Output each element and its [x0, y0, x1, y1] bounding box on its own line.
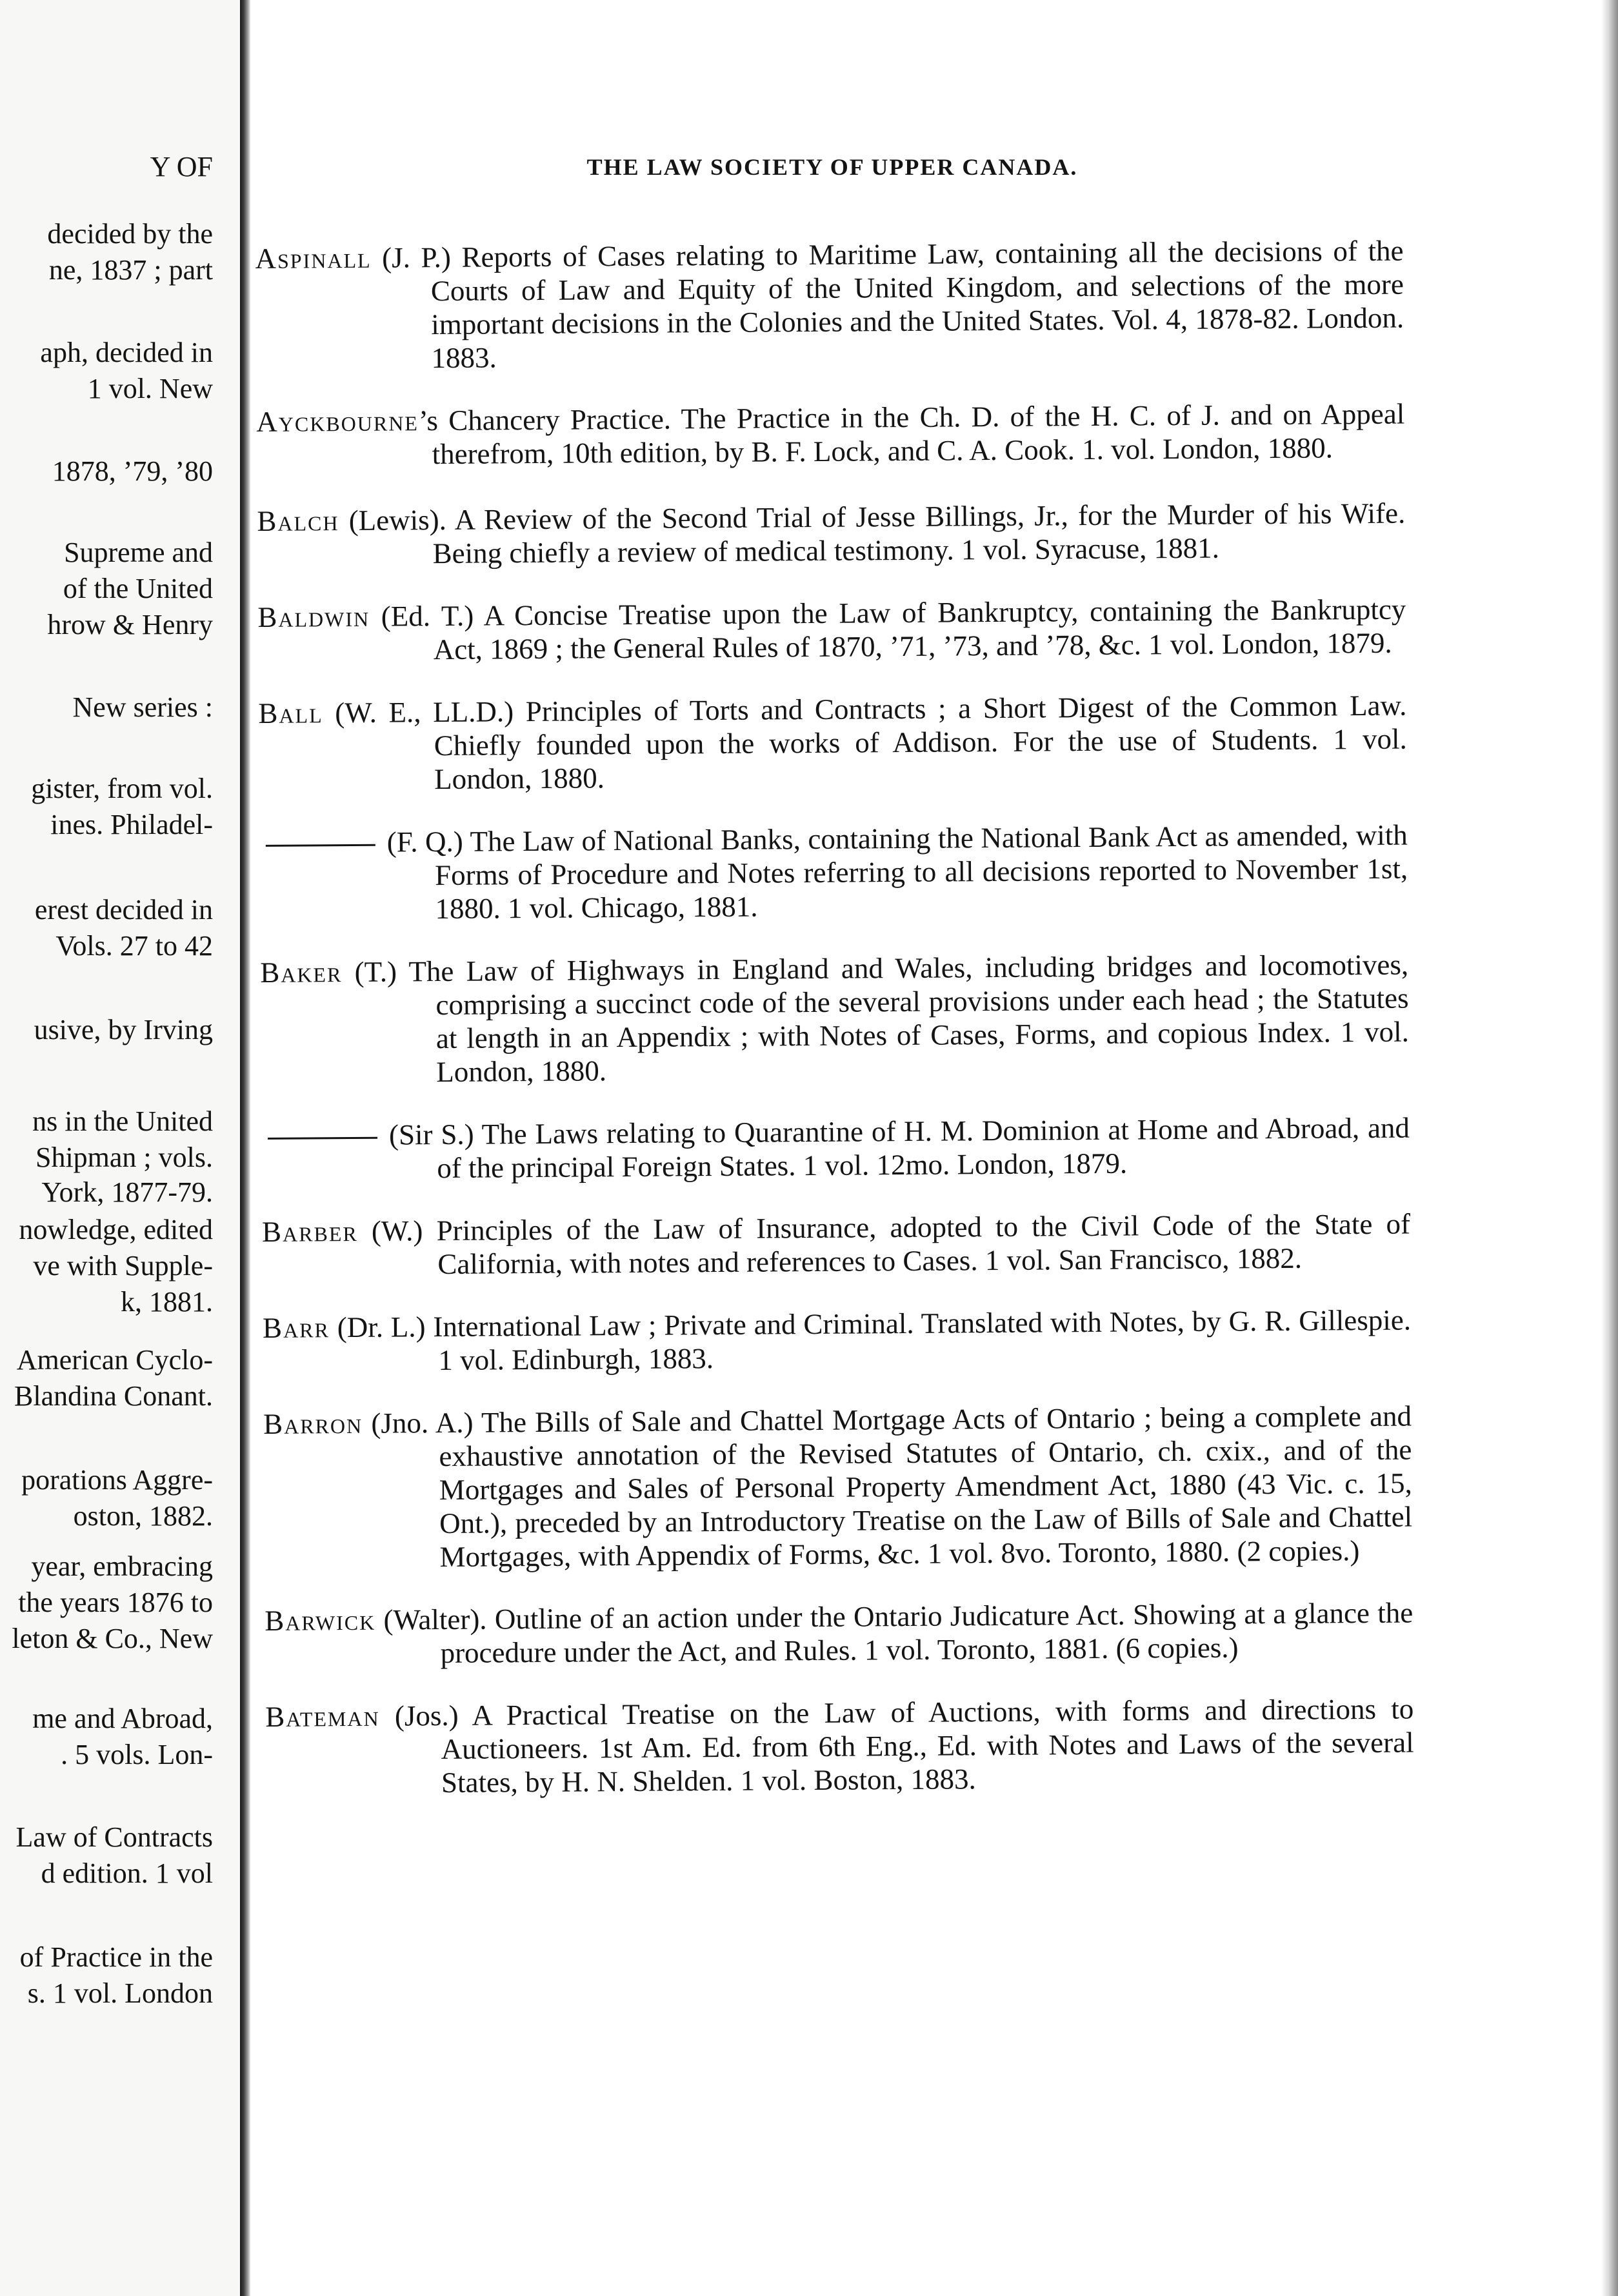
entry-author: Baker — [260, 956, 343, 989]
left-page-line: hrow & Henry — [47, 609, 213, 640]
entry-author-qualifier: (J. P.) — [371, 241, 452, 274]
entry-author-qualifier: (Walter). — [375, 1603, 487, 1636]
entry-description: Principles of the Law of Insurance, adopted to the Civil Code of the State of California, with notes and references to Cases. 1 vol. San Francisco, 1882. — [436, 1207, 1411, 1281]
left-page-line: ines. Philadel- — [50, 809, 213, 840]
catalogue-entry — [257, 593, 1406, 668]
catalogue-entry — [257, 497, 1406, 571]
left-page-line: Supreme and — [64, 537, 213, 568]
left-page-line: Law of Contracts — [15, 1821, 213, 1853]
left-page-line: New series : — [72, 691, 213, 723]
left-page-fragment — [0, 0, 240, 2296]
entry-description: Reports of Cases relating to Maritime Law, containing all the decisions of the Courts of Law and Equity of the United Kingdom, and selections of the more important decisions in the Colonies and the United States. Vol. 4, 1878-82. London. 1883. — [430, 234, 1404, 375]
entry-author: Bateman — [265, 1699, 380, 1733]
entry-author-qualifier: (F. Q.) — [386, 825, 463, 858]
entry-description: The Law of Highways in England and Wales, including bridges and locomotives, comprising a succinct code of the several provisions under each head ; the Statutes at length in an Appendix ; with Notes of Cases, Forms, and copious Index. 1 vol. London, 1880. — [408, 948, 1410, 1089]
entry-description: Outline of an action under the Ontario Judicature Act. Showing at a glance the procedure under the Act, and Rules. 1 vol. Toronto, 1881. (6 copies.) — [440, 1596, 1413, 1670]
ditto-dash — [268, 1137, 377, 1140]
catalogue-entry — [265, 1596, 1413, 1671]
left-page-line: erest decided in — [34, 894, 213, 925]
left-page-line: decided by the — [47, 218, 213, 250]
left-page-line: Y OF — [150, 151, 213, 183]
left-page-line: . 5 vols. Lon- — [61, 1739, 213, 1770]
entry-description: The Bills of Sale and Chattel Mortgage Acts of Ontario ; being a complete and exhaustive annotation of the Revised Statutes of Ontario, ch. cxix., and of the Mortgages and Sales of Personal Property Amendment Act, 1880 (43 Vic. c. 15, Ont.), preceded by an Introductory Treatise on the Law of Bills of Sale and Chattel Mortgages, with Appendix of Forms, &c. 1 vol. 8vo. Toronto, 1880. (2 copies.) — [439, 1400, 1413, 1574]
left-page-line: of Practice in the — [19, 1941, 213, 1973]
catalogue-entry — [262, 1207, 1411, 1282]
entry-author-qualifier: ’s — [418, 404, 439, 437]
catalogue-entry — [263, 1303, 1412, 1378]
ditto-dash — [266, 844, 375, 847]
entry-author-qualifier: (Sir S.) — [388, 1118, 474, 1151]
left-page-line: d edition. 1 vol — [41, 1857, 213, 1889]
entry-description: The Laws relating to Quarantine of H. M. Dominion at Home and Abroad, and of the principal Foreign States. 1 vol. 12mo. London, 1879. — [437, 1111, 1410, 1185]
left-page-line: Blandina Conant. — [14, 1380, 213, 1412]
catalogue-entry — [263, 1400, 1413, 1575]
left-page-line: nowledge, edited — [19, 1214, 213, 1245]
entry-description: Chancery Practice. The Practice in the Ch. D. of the H. C. of J. and on Appeal therefrom, 10th edition, by B. F. Lock, and C. A. Cook. 1. vol. London, 1880. — [432, 397, 1405, 471]
left-page-line: usive, by Irving — [34, 1014, 213, 1045]
left-page-line: 1 vol. New — [87, 373, 213, 404]
entry-author: Barwick — [265, 1603, 376, 1637]
page-edge-shadow — [1601, 0, 1618, 2296]
left-page-line: 1878, ’79, ’80 — [52, 455, 213, 487]
left-page-line: ns in the United — [32, 1105, 213, 1137]
running-head: THE LAW SOCIETY OF UPPER CANADA. — [586, 154, 1078, 180]
entry-author-qualifier: (W. E., LL.D.) — [323, 695, 514, 729]
entry-author-qualifier: (Jos.) — [379, 1699, 459, 1732]
left-page-line: leton & Co., New — [12, 1623, 213, 1654]
catalogue-entry — [255, 234, 1404, 376]
entry-author: Barber — [261, 1214, 358, 1248]
entry-description: Principles of Torts and Contracts ; a Short Digest of the Common Law. Chiefly founded upon the works of Addison. For the use of Students. 1 vol. London, 1880. — [434, 689, 1407, 796]
entry-author-qualifier: (T.) — [342, 955, 397, 989]
left-page-line: the years 1876 to — [18, 1587, 213, 1618]
entry-description: A Practical Treatise on the Law of Auctions, with forms and directions to Auctioneers. 1st Am. Ed. from 6th Eng., Ed. with Notes and Laws of the several States, by H. N. Shelden. 1 vol. Boston, 1883. — [441, 1692, 1414, 1799]
entry-author: Baldwin — [257, 600, 370, 633]
left-page-line: porations Aggre- — [21, 1464, 213, 1496]
entry-author: Ball — [258, 697, 323, 729]
catalogue-entry — [265, 1692, 1414, 1801]
left-page-line: Vols. 27 to 42 — [55, 930, 213, 962]
entry-description: A Concise Treatise upon the Law of Bankruptcy, containing the Bankruptcy Act, 1869 ; the General Rules of 1870, ’71, ’73, and ’78, &c. 1 vol. London, 1879. — [433, 593, 1406, 666]
left-page-line: Shipman ; vols. — [35, 1142, 213, 1173]
left-page-line: year, embracing — [31, 1550, 213, 1582]
entry-description: The Law of National Banks, containing the National Bank Act as amended, with Forms of Procedure and Notes referring to all decisions reported to November 1st, 1880. 1 vol. Chicago, 1881. — [435, 818, 1408, 925]
entry-author: Aspinall — [255, 241, 372, 275]
left-page-line: American Cyclo- — [16, 1344, 213, 1376]
left-page-line: k, 1881. — [121, 1286, 213, 1318]
catalogue-entry — [260, 948, 1409, 1090]
left-page-line: ne, 1837 ; part — [48, 254, 213, 286]
catalogue-entry — [261, 1111, 1410, 1186]
left-page-line: s. 1 vol. London — [27, 1977, 213, 2009]
left-page-line: of the United — [63, 573, 213, 604]
catalogue-entry — [256, 397, 1405, 472]
left-page-line: me and Abroad, — [32, 1703, 213, 1734]
entry-author-qualifier: (Lewis). — [339, 503, 447, 537]
entry-author-qualifier: (W.) — [357, 1214, 423, 1247]
entry-author-qualifier: (Ed. T.) — [369, 599, 474, 633]
entry-description: International Law ; Private and Criminal. Translated with Notes, by G. R. Gillespie. 1 vol. Edinburgh, 1883. — [433, 1303, 1412, 1377]
entry-author-qualifier: (Dr. L.) — [329, 1311, 426, 1344]
entry-author: Barron — [263, 1407, 363, 1440]
entry-author-qualifier: (Jno. A.) — [362, 1406, 474, 1440]
catalogue-entries — [255, 205, 1414, 1812]
left-page-line: oston, 1882. — [73, 1500, 213, 1532]
left-page-line: aph, decided in — [40, 337, 213, 368]
book-spine-gutter — [240, 0, 250, 2296]
entry-author: Balch — [257, 504, 339, 537]
entry-description: A Review of the Second Trial of Jesse Billings, Jr., for the Murder of his Wife. Being chiefly a review of medical testimony. 1 vol. Syracuse, 1881. — [432, 497, 1406, 570]
catalogue-entry — [259, 818, 1408, 927]
left-page-line: ve with Supple- — [33, 1250, 213, 1282]
catalogue-entry — [258, 689, 1407, 797]
left-page-line: gister, from vol. — [31, 773, 213, 804]
entry-author: Ayckbourne — [256, 404, 419, 438]
left-page-line: York, 1877-79. — [41, 1176, 213, 1208]
entry-author: Barr — [262, 1311, 330, 1344]
